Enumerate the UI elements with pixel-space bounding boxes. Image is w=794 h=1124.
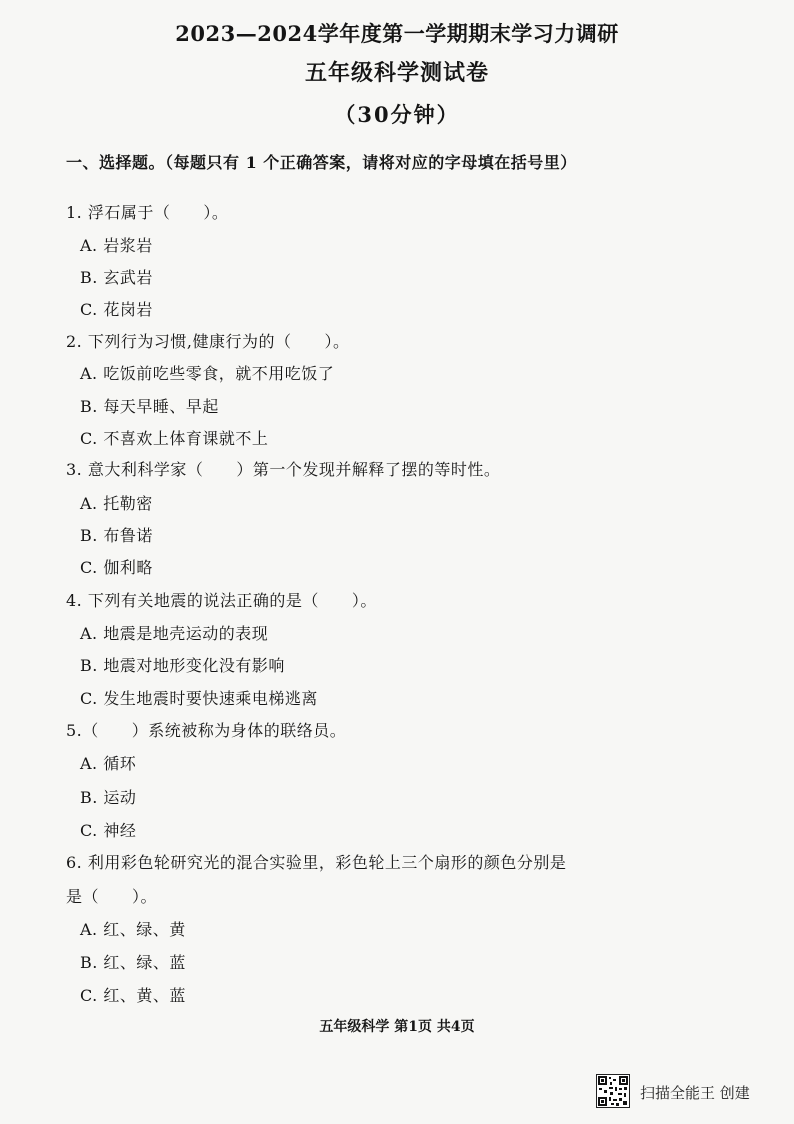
- question-1-option-c: C. 花岗岩: [80, 300, 153, 319]
- question-2-stem: 2. 下列行为习惯,健康行为的（ ）。: [66, 332, 350, 351]
- question-1-option-a: A. 岩浆岩: [80, 236, 153, 255]
- question-6-option-a: A. 红、绿、黄: [80, 920, 186, 939]
- exam-subtitle: 五年级科学测试卷: [304, 60, 489, 86]
- question-6-option-b: B. 红、绿、蓝: [80, 953, 186, 972]
- question-5-option-b: B. 运动: [80, 788, 137, 807]
- question-5-option-a: A. 循环: [80, 754, 137, 773]
- question-5-option-c: C. 神经: [80, 821, 137, 840]
- section-heading: 一、选择题。（每题只有 1 个正确答案，请将对应的字母填在括号里）: [66, 153, 577, 172]
- page-footer: 五年级科学 第1页 共4页: [319, 1019, 475, 1035]
- question-2-option-c: C. 不喜欢上体育课就不上: [80, 429, 269, 448]
- question-4-option-c: C. 发生地震时要快速乘电梯逃离: [80, 689, 318, 708]
- question-1-stem: 1. 浮石属于（ ）。: [66, 203, 229, 222]
- question-6-option-c: C. 红、黄、蓝: [80, 986, 186, 1005]
- question-1-option-b: B. 玄武岩: [80, 268, 153, 287]
- question-4-stem: 4. 下列有关地震的说法正确的是（ ）。: [66, 591, 377, 610]
- question-2-option-a: A. 吃饭前吃些零食，就不用吃饭了: [80, 364, 335, 383]
- question-3-option-c: C. 伽利略: [80, 558, 153, 577]
- exam-duration: （30分钟）: [334, 102, 460, 127]
- question-2-option-b: B. 每天早睡、早起: [80, 397, 219, 416]
- scanner-watermark: 扫描全能王 创建: [640, 1084, 750, 1102]
- question-4-option-a: A. 地震是地壳运动的表现: [80, 624, 269, 643]
- question-4-option-b: B. 地震对地形变化没有影响: [80, 656, 285, 675]
- question-3-option-b: B. 布鲁诺: [80, 526, 153, 545]
- question-6-stem-continued: 是（ ）。: [66, 887, 158, 906]
- qr-code-icon: [596, 1074, 630, 1108]
- question-3-stem: 3. 意大利科学家（ ）第一个发现并解释了摆的等时性。: [66, 460, 501, 479]
- question-5-stem: 5.（ ）系统被称为身体的联络员。: [66, 721, 347, 740]
- question-3-option-a: A. 托勒密: [80, 494, 153, 513]
- exam-title: 2023—2024学年度第一学期期末学习力调研: [175, 21, 619, 46]
- question-6-stem: 6. 利用彩色轮研究光的混合实验里，彩色轮上三个扇形的颜色分别是: [66, 853, 567, 872]
